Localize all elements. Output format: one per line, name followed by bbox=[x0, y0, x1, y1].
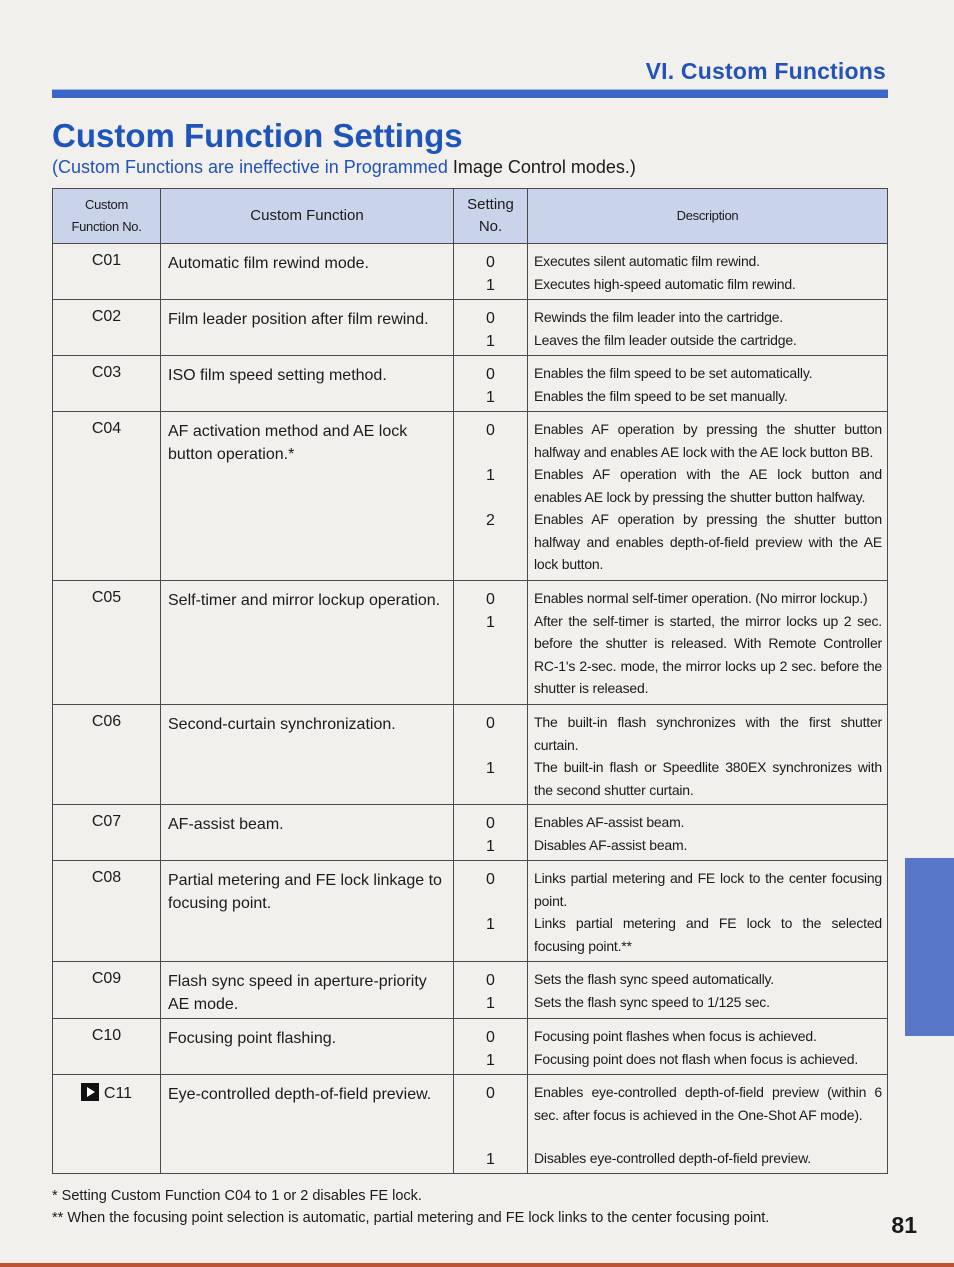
description-line: Focusing point does not flash when focus is achieved. bbox=[534, 1050, 859, 1067]
setting-value: 1 bbox=[486, 837, 495, 855]
subtitle-black: Image Control modes.) bbox=[447, 157, 636, 177]
page-number: 81 bbox=[891, 1212, 917, 1238]
function-no: C07 bbox=[53, 805, 161, 861]
description-line: Links partial metering and FE lock to the selected focusing point.** bbox=[534, 915, 882, 954]
table-row bbox=[53, 581, 888, 705]
table-row bbox=[53, 1019, 888, 1075]
header-description: Description bbox=[528, 189, 888, 244]
description bbox=[528, 705, 888, 805]
setting-values bbox=[454, 356, 528, 412]
header-setting-line1: Setting bbox=[467, 196, 514, 213]
function-no: C10 bbox=[53, 1019, 161, 1075]
setting-values bbox=[454, 1075, 528, 1174]
description-line: Links partial metering and FE lock to the center focusing point. bbox=[534, 870, 882, 909]
page-title: Custom Function Settings bbox=[52, 117, 463, 154]
header-no-line2: Function No. bbox=[71, 219, 142, 234]
setting-value: 0 bbox=[486, 871, 495, 888]
function-name: Self-timer and mirror lockup operation. bbox=[161, 581, 454, 705]
function-name: AF-assist beam. bbox=[161, 805, 454, 861]
description bbox=[528, 244, 888, 300]
setting-values bbox=[454, 805, 528, 861]
page-subtitle bbox=[52, 157, 636, 178]
function-no: C02 bbox=[53, 300, 161, 356]
setting-value: 1 bbox=[486, 994, 495, 1012]
description bbox=[528, 412, 888, 581]
header-setting-line2: No. bbox=[478, 218, 503, 235]
description-line: The built-in flash synchronizes with the first shutter curtain. bbox=[534, 714, 882, 753]
function-no: C05 bbox=[53, 581, 161, 705]
description bbox=[528, 581, 888, 705]
function-no-cell bbox=[53, 1075, 161, 1174]
description-line: Rewinds the film leader into the cartridge. bbox=[534, 309, 783, 325]
header-no-line1: Custom bbox=[85, 197, 128, 212]
description bbox=[528, 962, 888, 1019]
header-custom-function: Custom Function bbox=[161, 189, 454, 244]
setting-value: 2 bbox=[486, 512, 495, 529]
function-name: Film leader position after film rewind. bbox=[161, 300, 454, 356]
description-line: The built-in flash or Speedlite 380EX synchronizes with the second shutter curtain. bbox=[534, 759, 882, 798]
function-no: C01 bbox=[53, 244, 161, 300]
setting-values bbox=[454, 962, 528, 1019]
description-line: Enables normal self-timer operation. (No mirror lockup.) bbox=[534, 590, 868, 606]
description bbox=[528, 1075, 888, 1174]
function-name: Partial metering and FE lock linkage to focusing point. bbox=[161, 861, 454, 962]
description-line: Disables eye-controlled depth-of-field preview. bbox=[534, 1150, 811, 1166]
setting-value: 0 bbox=[486, 715, 495, 732]
setting-values bbox=[454, 581, 528, 705]
setting-value: 1 bbox=[486, 613, 495, 631]
description-line: Leaves the film leader outside the cartridge. bbox=[534, 331, 797, 348]
description-line: Sets the flash sync speed automatically. bbox=[534, 971, 774, 987]
description-line: Enables AF operation by pressing the shutter button halfway and enables AE lock with the AE lock button BB. bbox=[534, 421, 882, 460]
setting-value: 1 bbox=[486, 388, 495, 406]
description-line: Focusing point flashes when focus is achieved. bbox=[534, 1028, 817, 1044]
description-line: Executes high-speed automatic film rewind. bbox=[534, 275, 796, 292]
setting-value: 1 bbox=[486, 276, 495, 294]
function-no: C11 bbox=[103, 1085, 133, 1102]
table-row bbox=[53, 356, 888, 412]
description-line: Disables AF-assist beam. bbox=[534, 836, 688, 853]
description-line: Sets the flash sync speed to 1/125 sec. bbox=[534, 993, 770, 1010]
function-name: Focusing point flashing. bbox=[161, 1019, 454, 1075]
description-line: After the self-timer is started, the mirror locks up 2 sec. before the shutter is released. With Remote Controller RC-1's 2-sec. mode, the mirror locks up 2 sec. before the shutter is released. bbox=[534, 612, 882, 696]
description-line: Executes silent automatic film rewind. bbox=[534, 253, 760, 269]
table-row bbox=[53, 861, 888, 962]
footnote: * Setting Custom Function C04 to 1 or 2 disables FE lock. bbox=[52, 1188, 422, 1204]
setting-value: 1 bbox=[486, 760, 495, 777]
setting-value: 0 bbox=[486, 366, 495, 383]
function-name: Automatic film rewind mode. bbox=[161, 244, 454, 300]
custom-function-table bbox=[52, 188, 888, 1174]
setting-value: 1 bbox=[486, 332, 495, 350]
setting-values bbox=[454, 1019, 528, 1075]
footnote: ** When the focusing point selection is automatic, partial metering and FE lock links to the center focusing point. bbox=[52, 1210, 770, 1226]
setting-value: 0 bbox=[486, 1085, 495, 1102]
eye-control-icon bbox=[81, 1083, 99, 1101]
setting-value: 0 bbox=[486, 972, 495, 989]
setting-value: 1 bbox=[486, 1051, 495, 1069]
setting-values bbox=[454, 861, 528, 962]
description bbox=[528, 805, 888, 861]
table-row bbox=[53, 244, 888, 300]
bottom-edge bbox=[0, 1263, 954, 1267]
description-line: Enables AF-assist beam. bbox=[534, 814, 685, 830]
function-no: C03 bbox=[53, 356, 161, 412]
function-name: ISO film speed setting method. bbox=[161, 356, 454, 412]
setting-values bbox=[454, 412, 528, 581]
function-name: Eye-controlled depth-of-field preview. bbox=[161, 1075, 454, 1174]
setting-value: 0 bbox=[486, 591, 495, 608]
table-row bbox=[53, 412, 888, 581]
table-row bbox=[53, 705, 888, 805]
setting-value: 1 bbox=[486, 916, 495, 933]
description-line: Enables AF operation by pressing the shutter button halfway and enables depth-of-field preview with the AE lock button. bbox=[534, 511, 882, 572]
function-no: C06 bbox=[53, 705, 161, 805]
description bbox=[528, 356, 888, 412]
setting-value: 1 bbox=[486, 467, 495, 484]
section-title: VI. Custom Functions bbox=[645, 58, 886, 84]
function-name: Second-curtain synchronization. bbox=[161, 705, 454, 805]
description bbox=[528, 861, 888, 962]
setting-values bbox=[454, 705, 528, 805]
header-setting-no bbox=[454, 189, 528, 244]
description bbox=[528, 300, 888, 356]
header-function-no bbox=[53, 189, 161, 244]
setting-value: 0 bbox=[486, 310, 495, 327]
setting-values bbox=[454, 300, 528, 356]
description-line: Enables eye-controlled depth-of-field preview (within 6 sec. after focus is achieved in the One-Shot AF mode). bbox=[534, 1084, 882, 1123]
setting-value: 0 bbox=[486, 1029, 495, 1046]
setting-value: 0 bbox=[486, 422, 495, 439]
description-line: Enables AF operation with the AE lock button and enables AE lock by pressing the shutter button halfway. bbox=[534, 466, 882, 505]
table-row bbox=[53, 962, 888, 1019]
function-name: Flash sync speed in aperture-priority AE mode. bbox=[161, 962, 454, 1019]
description-line: Enables the film speed to be set manually. bbox=[534, 387, 788, 404]
setting-value: 0 bbox=[486, 815, 495, 832]
setting-value: 0 bbox=[486, 254, 495, 271]
description bbox=[528, 1019, 888, 1075]
table-row bbox=[53, 300, 888, 356]
description-line: Enables the film speed to be set automatically. bbox=[534, 365, 813, 381]
subtitle-blue: (Custom Functions are ineffective in Programmed bbox=[52, 157, 448, 177]
function-name: AF activation method and AE lock button operation.* bbox=[161, 412, 454, 581]
function-no: C04 bbox=[53, 412, 161, 581]
setting-value: 1 bbox=[486, 1151, 495, 1168]
chapter-tab bbox=[905, 858, 954, 1036]
table-header-row bbox=[53, 189, 888, 244]
setting-values bbox=[454, 244, 528, 300]
footnotes bbox=[52, 1185, 769, 1229]
table-row bbox=[53, 805, 888, 861]
table-row bbox=[53, 1075, 888, 1174]
function-no: C09 bbox=[53, 962, 161, 1019]
header-rule bbox=[52, 89, 888, 98]
function-no: C08 bbox=[53, 861, 161, 962]
